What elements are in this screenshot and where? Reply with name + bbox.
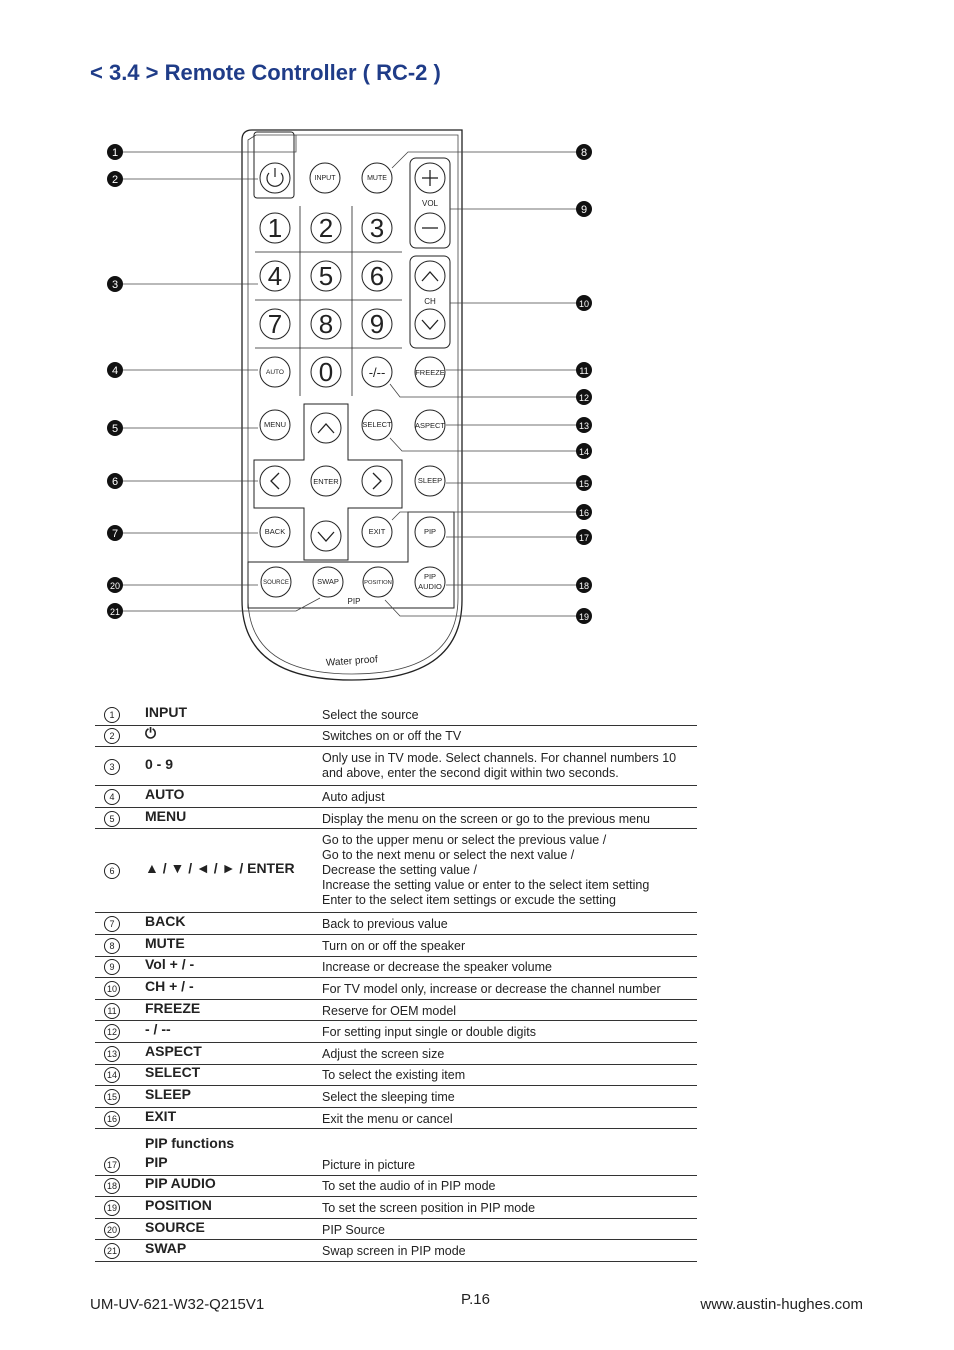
description-line: Select the sleeping time (322, 1089, 455, 1104)
right-arrow-button[interactable] (362, 466, 392, 496)
table-row (95, 704, 697, 726)
digit-label-1: 1 (267, 213, 283, 243)
description-line: To select the existing item (322, 1068, 466, 1083)
row-description (322, 1223, 385, 1238)
row-description (322, 1158, 415, 1173)
description-line: Swap screen in PIP mode (322, 1244, 466, 1259)
row-description (322, 1004, 456, 1019)
digit-label-3: 3 (369, 213, 385, 243)
left-arrow-button[interactable] (260, 466, 290, 496)
menu-button[interactable] (260, 410, 290, 440)
mute-button[interactable] (362, 163, 392, 193)
description-line: Select the source (322, 707, 419, 722)
aspect-button[interactable] (415, 410, 445, 440)
position-button-label: POSITION (364, 580, 392, 586)
row-number (101, 937, 123, 954)
row-number (101, 1199, 123, 1216)
row-name: SOURCE (145, 1218, 205, 1235)
source-button-label: SOURCE (263, 580, 289, 586)
callout-number-17: 17 (578, 533, 590, 543)
exit-button-label: EXIT (368, 527, 386, 536)
row-description (322, 1047, 444, 1062)
table-row (95, 1021, 697, 1043)
row-number-circle: 21 (104, 1243, 120, 1259)
row-number (101, 1221, 123, 1238)
menu-button-label: MENU (263, 420, 287, 429)
digit-label-8: 8 (318, 309, 334, 339)
row-description (322, 833, 649, 908)
description-line: Increase or decrease the speaker volume (322, 960, 552, 975)
row-description (322, 790, 385, 805)
row-name: PIP (145, 1153, 168, 1170)
row-number (101, 1023, 123, 1040)
callout-number-12: 12 (578, 393, 590, 403)
digit-label-7: 7 (267, 309, 283, 339)
freeze-button[interactable] (415, 357, 445, 387)
description-line: Enter to the select item settings or excude the setting (322, 893, 616, 908)
callout-number-20: 20 (109, 581, 121, 591)
row-name: 0 - 9 (145, 755, 174, 772)
row-description (322, 1090, 455, 1105)
row-number (101, 958, 123, 975)
document-id: UM-UV-621-W32-Q215V1 (90, 1296, 265, 1313)
callout-number-5: 5 (111, 423, 119, 435)
table-row (95, 1086, 697, 1108)
table-row (95, 1176, 697, 1198)
row-number-circle: 11 (104, 1003, 120, 1019)
row-name: ASPECT (145, 1042, 202, 1059)
website-url: www.austin-hughes.com (700, 1296, 863, 1313)
row-number (101, 758, 123, 775)
row-description (322, 812, 650, 827)
auto-button[interactable] (260, 357, 290, 387)
description-line: Go to the next menu or select the next value / (322, 848, 575, 863)
aspect-button-label: ASPECT (414, 421, 446, 430)
pip-button[interactable] (415, 517, 445, 547)
callout-number-6: 6 (111, 476, 119, 488)
row-name: Vol + / - (145, 956, 195, 973)
row-description (322, 729, 461, 744)
swap-button-label: SWAP (317, 577, 339, 586)
digit-label-0: 0 (318, 357, 334, 387)
pip-audio-label-2: AUDIO (418, 582, 442, 591)
row-number-circle: 4 (104, 789, 120, 805)
row-name: FREEZE (145, 999, 201, 1016)
row-name: BACK (145, 913, 186, 930)
row-description (322, 708, 419, 723)
row-name: AUTO (145, 786, 185, 802)
row-number-circle: 20 (104, 1222, 120, 1238)
description-line: To set the audio of in PIP mode (322, 1179, 496, 1194)
description-line: and above, enter the second digit within two seconds. (322, 766, 619, 781)
row-number-circle: 12 (104, 1024, 120, 1040)
row-number (101, 810, 123, 827)
description-line: PIP Source (322, 1222, 386, 1237)
row-number-circle: 19 (104, 1200, 120, 1216)
description-line: Picture in picture (322, 1157, 416, 1172)
digit-label-4: 4 (267, 261, 283, 291)
row-name: CH + / - (145, 977, 194, 994)
description-line: Exit the menu or cancel (322, 1111, 453, 1126)
row-description (322, 1112, 453, 1127)
row-description (322, 1179, 496, 1194)
description-line: For TV model only, increase or decrease the channel number (322, 981, 661, 996)
description-line: Turn on or off the speaker (322, 938, 466, 953)
table-row (95, 1108, 697, 1130)
row-name: ▲ / ▼ / ◄ / ► / ENTER (145, 860, 295, 877)
sleep-button[interactable] (415, 466, 445, 496)
callout-number-14: 14 (578, 447, 590, 457)
description-line: Display the menu on the screen or go to the previous menu (322, 811, 650, 826)
row-description (322, 939, 465, 954)
source-button[interactable] (261, 567, 291, 597)
row-number (101, 980, 123, 997)
row-number-circle: 9 (104, 959, 120, 975)
function-table (95, 704, 697, 1129)
row-number (101, 788, 123, 805)
dash-button[interactable] (362, 357, 392, 387)
sleep-button-label: SLEEP (417, 476, 443, 485)
select-button-label: SELECT (362, 420, 392, 429)
description-line: Go to the upper menu or select the previous value / (322, 833, 607, 848)
callout-number-1: 1 (111, 147, 119, 159)
enter-button[interactable] (311, 466, 341, 496)
table-row (95, 1219, 697, 1241)
row-name: MENU (145, 807, 187, 824)
row-number-circle: 8 (104, 938, 120, 954)
table-row (95, 786, 697, 808)
row-name: SELECT (145, 1064, 201, 1081)
table-row (95, 1000, 697, 1022)
power-button[interactable] (260, 163, 290, 193)
callout-number-16: 16 (578, 508, 590, 518)
table-row (95, 978, 697, 1000)
digit-label-6: 6 (369, 261, 385, 291)
ch-up-button[interactable] (415, 261, 445, 291)
row-number-circle: 15 (104, 1089, 120, 1105)
row-name: SWAP (145, 1240, 187, 1257)
row-name: ⏻ (145, 725, 157, 742)
description-line: Switches on or off the TV (322, 729, 462, 744)
row-number-circle: 18 (104, 1178, 120, 1194)
freeze-button-label: FREEZE (415, 368, 445, 377)
row-number-circle: 5 (104, 811, 120, 827)
table-row (95, 1043, 697, 1065)
table-row (95, 1065, 697, 1087)
row-description (322, 960, 552, 975)
callout-number-7: 7 (111, 528, 119, 540)
input-button-label: INPUT (314, 175, 336, 182)
table-row (95, 1154, 697, 1176)
row-number (101, 1066, 123, 1083)
description-line: Reserve for OEM model (322, 1003, 457, 1018)
table-row (95, 829, 697, 913)
row-number-circle: 7 (104, 916, 120, 932)
row-number (101, 727, 123, 744)
table-row (95, 1197, 697, 1219)
row-name: PIP AUDIO (145, 1175, 216, 1192)
row-number (101, 706, 123, 723)
pip-group-label: PIP (347, 597, 361, 606)
row-description (322, 1025, 536, 1040)
table-row (95, 808, 697, 830)
row-number-circle: 13 (104, 1046, 120, 1062)
digit-label-9: 9 (369, 309, 385, 339)
callout-lines (123, 135, 577, 616)
pip-functions-heading: PIP functions (145, 1135, 235, 1151)
callout-number-18: 18 (578, 581, 590, 591)
row-description (322, 751, 676, 781)
callout-number-19: 19 (578, 612, 590, 622)
pip-function-table (95, 1154, 697, 1262)
callout-number-4: 4 (111, 365, 119, 377)
description-line: To set the screen position in PIP mode (322, 1200, 536, 1215)
row-description (322, 1244, 466, 1259)
row-name: INPUT (145, 703, 187, 720)
row-number (101, 1177, 123, 1194)
table-row (95, 913, 697, 935)
description-line: Back to previous value (322, 917, 448, 932)
row-number-circle: 10 (104, 981, 120, 997)
description-line: Only use in TV mode. Select channels. For channel numbers 10 (322, 751, 677, 766)
callout-number-8: 8 (580, 147, 588, 159)
row-number (101, 1156, 123, 1173)
row-description (322, 982, 661, 997)
callout-number-21: 21 (109, 607, 121, 617)
table-row (95, 957, 697, 979)
row-number-circle: 3 (104, 759, 120, 775)
row-number-circle: 2 (104, 728, 120, 744)
description-line: For setting input single or double digits (322, 1025, 537, 1040)
row-number-circle: 6 (104, 863, 120, 879)
callout-number-13: 13 (578, 421, 590, 431)
row-number (101, 862, 123, 879)
callout-markers (107, 144, 592, 624)
row-number (101, 1110, 123, 1127)
row-description (322, 917, 448, 932)
row-number (101, 1045, 123, 1062)
page-title: < 3.4 > Remote Controller ( RC-2 ) (90, 60, 441, 85)
row-name: SLEEP (145, 1085, 191, 1102)
pip-audio-label-1: PIP (423, 572, 437, 581)
digit-label-5: 5 (318, 261, 334, 291)
row-number (101, 1088, 123, 1105)
auto-button-label: AUTO (266, 369, 284, 376)
waterproof-label: Water proof (325, 654, 379, 669)
table-row (95, 1240, 697, 1262)
table-row (95, 747, 697, 786)
down-arrow-button[interactable] (311, 521, 341, 551)
back-button[interactable] (260, 517, 290, 547)
row-name: EXIT (145, 1107, 177, 1124)
vol-down-button[interactable] (415, 213, 445, 243)
description-line: Auto adjust (322, 789, 385, 804)
input-button[interactable] (310, 163, 340, 193)
enter-button-label: ENTER (313, 477, 339, 486)
callout-number-15: 15 (578, 479, 590, 489)
page-number: P.16 (461, 1291, 490, 1308)
vol-up-button[interactable] (415, 163, 445, 193)
row-number-circle: 16 (104, 1111, 120, 1127)
description-line: Adjust the screen size (322, 1046, 445, 1061)
table-row (95, 935, 697, 957)
mute-button-label: MUTE (367, 175, 387, 182)
row-name: - / -- (145, 1021, 171, 1038)
row-name: POSITION (145, 1197, 212, 1213)
callout-number-11: 11 (579, 366, 589, 376)
back-button-label: BACK (264, 527, 286, 536)
callout-number-10: 10 (578, 299, 590, 309)
row-number (101, 915, 123, 932)
row-number-circle: 17 (104, 1157, 120, 1173)
row-number-circle: 14 (104, 1067, 120, 1083)
pip-audio-button[interactable] (415, 567, 445, 597)
up-arrow-button[interactable] (311, 413, 341, 443)
callout-number-2: 2 (111, 174, 119, 186)
description-line: Increase the setting value or enter to the select item setting (322, 878, 650, 893)
remote-controller-diagram (0, 120, 954, 690)
row-description (322, 1068, 465, 1083)
description-line: Decrease the setting value / (322, 863, 477, 878)
row-number (101, 1242, 123, 1259)
row-number-circle: 1 (104, 707, 120, 723)
exit-button[interactable] (362, 517, 392, 547)
position-button[interactable] (363, 567, 393, 597)
row-number (101, 1002, 123, 1019)
pip-button-label: PIP (423, 527, 437, 536)
select-button[interactable] (362, 410, 392, 440)
callout-number-9: 9 (580, 204, 588, 216)
ch-label: CH (424, 297, 436, 306)
digit-label-2: 2 (318, 213, 334, 243)
callout-number-3: 3 (111, 279, 119, 291)
dash-button-label: -/-- (368, 365, 386, 380)
row-name: MUTE (145, 934, 185, 951)
vol-label: VOL (421, 199, 439, 208)
swap-button[interactable] (313, 567, 343, 597)
ch-down-button[interactable] (415, 309, 445, 339)
row-description (322, 1201, 535, 1216)
table-row (95, 726, 697, 748)
